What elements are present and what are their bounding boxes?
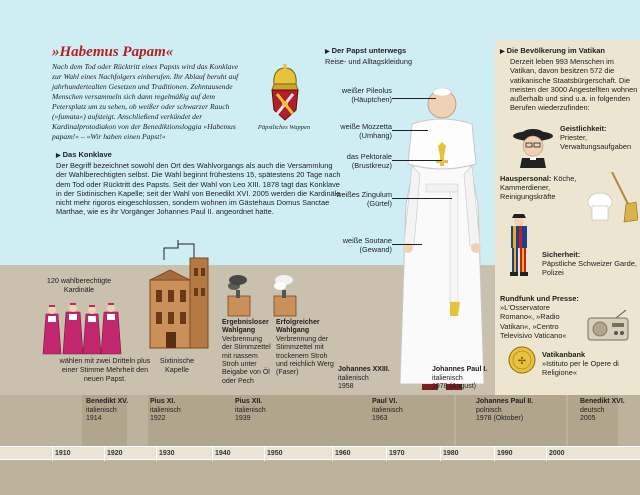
failed-vote-heading: Ergebnisloser Wahlgang [222,319,269,335]
leader-line-pileolus [392,98,436,99]
pope-benedikt-xvi: Benedikt XVI. deutsch 2005 [580,398,625,422]
travel-section [325,46,455,66]
timeline-years [0,446,640,460]
clothing-label-soutane: weiße Soutane (Gewand) [342,236,392,254]
pope-benedikt-xv: Benedikt XV. italienisch 1914 [86,398,129,422]
pope-johannes-paul-i: Johannes Paul I. italienisch 1978 (August) [432,366,488,390]
year-1930: 1930 [159,450,175,457]
majority-label: wählen mit zwei Dritteln plus einer Stimme Mehrheit den neuen Papst. [59,356,151,383]
leader-line-pektorale [392,160,442,161]
coat-of-arms-label: Päpstliches Wappen [257,124,311,131]
failed-vote-text: Verbrennung der Stimmzettel mit nassem Stroh unter Beigabe von Öl oder Pech [222,335,271,385]
profession-clergy-heading: Geistlichkeit: [560,124,607,133]
clothing-label-pektorale: das Pektorale (Brustkreuz) [346,152,392,170]
papal-coat-of-arms-icon [262,64,308,122]
population-text: Derzeit leben 993 Menschen im Vatikan, davon besitzen 572 die vatikanische Staatsbürgerschaft. Die meisten der 3000 Angestellten wohnen außerhalb und sind u.a. in folgenden Berufen wiederzufinden: [510,57,638,113]
leader-line-mozzetta [392,130,428,131]
profession-bank [542,350,638,378]
chapel-label: Sixtinische Kapelle [159,356,195,374]
year-1980: 1980 [443,450,459,457]
page-title: »Habemus Papam« [52,44,174,60]
swiss-guard-icon [504,214,534,276]
pope-paul-vi: Paul VI. italienisch 1963 [372,398,403,422]
intro-text: Nach dem Tod oder Rücktritt eines Papsts wird das Konklave zur Wahl eines Nachfolgers einberufen. Ihr Ablauf beruht auf jahrhundertealten Gesetzen und Traditionen. Zehntausende Menschen versammeln sich dann regelmäßig auf dem Petersplatz um zu sehen, ob weißer oder schwarzer Rauch (»fumata«) aufsteigt. Anschließend verkündet der Kardinalprotodiakon von der Benediktionsloggia »Habemus papam!« – »Wir haben einen Papst!« [52,62,239,141]
successful-vote-heading: Erfolgreicher Wahlgang [276,319,320,335]
konklave-heading: ▶ Das Konklave [56,150,341,161]
clothing-label-zingulum: weißes Zingulum (Gürtel) [336,190,392,208]
clothing-label-pileolus: weißer Pileolus (Häuptchen) [341,86,392,104]
profession-clergy-text: Priester, Verwaltungsaufgaben [560,133,632,152]
sistine-chapel-icon [148,240,210,350]
pope-johannes-xxiii: Johannes XXIII. italienisch 1958 [338,366,390,390]
profession-press-heading: Rundfunk und Presse: [500,294,579,303]
profession-security-heading: Sicherheit: [542,250,581,259]
population-heading: ▶ Die Bevölkerung im Vatikan [500,46,638,57]
successful-vote-section [276,319,336,378]
chef-hat-and-broom-icon [586,172,638,224]
year-1940: 1940 [215,450,231,457]
smoke-chimneys-icon [224,272,314,318]
konklave-text: Der Begriff bezeichnet sowohl den Ort des Wahlvorgangs als auch die Versammlung der Wahlberechtigten selbst. Die Wahl beginnt frühestens 15, spätestens 20 Tage nach dem Tod oder Rücktritt des Papsts. Seit der Wahl von Leo XIII. 1878 tagt das Konklave in der Sixtinischen Kapelle; seit der Wahl von Benedikt XVI. 2005 werden die Kardinäle nicht mehr rigoros eingeschlossen, sondern wohnen im Gästehaus Domus Sanctae Marthae, wie es ihr Vorgänger Johannes Paul II. angeordnet hatte. [56,161,341,217]
year-1920: 1920 [107,450,123,457]
radio-icon [586,310,630,342]
pope-bar-johannes-xxiii [340,395,370,446]
leader-line-soutane [392,244,422,245]
travel-heading: ▶ Der Papst unterwegs [325,46,455,57]
cardinals-group-icon [40,302,126,356]
leader-line-zingulum [392,198,452,199]
year-2000: 2000 [549,450,565,457]
profession-bank-heading: Vatikanbank [542,350,586,359]
profession-security [542,250,638,278]
cardinals-count-label: 120 wahlberechtigte Kardinäle [46,276,112,294]
pope-johannes-paul-ii: Johannes Paul II. polnisch 1978 (Oktober) [476,398,534,422]
travel-subheading: Reise- und Alltagskleidung [325,57,413,67]
year-1950: 1950 [267,450,283,457]
year-1960: 1960 [335,450,351,457]
successful-vote-text: Verbrennung der Stimmzettel mit trockenem Stroh und reichlich Werg (Faser) [276,335,334,377]
population-section [500,46,638,112]
clergy-icon [512,128,554,168]
pope-pius-xii: Pius XII. italienisch 1939 [235,398,266,422]
year-1970: 1970 [389,450,405,457]
profession-staff-heading: Hauspersonal: [500,174,552,183]
year-1910: 1910 [55,450,71,457]
profession-bank-text: »Istituto per le Opere di Religione« [542,359,619,378]
coin-icon [508,346,536,374]
konklave-section [56,150,341,216]
profession-clergy [560,124,638,152]
profession-staff [500,174,586,202]
clothing-label-mozzetta: weiße Mozzetta (Umhang) [340,122,392,140]
profession-security-text: Päpstliche Schweizer Garde, Polizei [542,259,637,278]
failed-vote-section [222,319,274,386]
year-1990: 1990 [497,450,513,457]
pope-pius-xi: Pius XI. italienisch 1922 [150,398,181,422]
profession-press-text: »L'Osservatore Romano«, »Radio Vatikan«, »Centro Televisivo Vaticano« [500,303,567,340]
profession-staff-text: Köche, Kammerdiener, Reinigungskräfte [500,174,577,202]
svg-text:✢: ✢ [517,356,527,367]
